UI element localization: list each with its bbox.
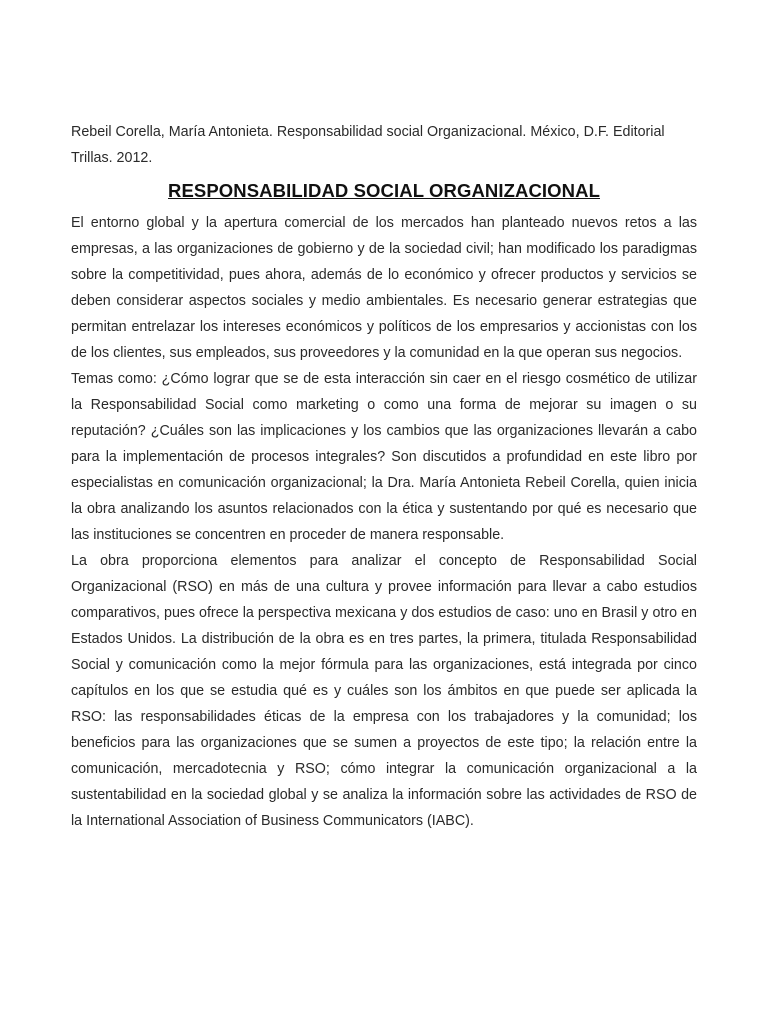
citation: Rebeil Corella, María Antonieta. Responsabilidad social Organizacional. México, D.F. Editorial Trillas. 2012.: [71, 124, 665, 166]
document-title: RESPONSABILIDAD SOCIAL ORGANIZACIONAL: [168, 180, 600, 201]
paragraph-3: La obra proporciona elementos para analizar el concepto de Responsabilidad Social Organizacional (RSO) en más de una cultura y provee información para llevar a cabo estudios comparativos, pues ofrece la perspectiva mexicana y dos estudios de caso: uno en Brasil y otro en Estados Unidos. La distribución de la obra es en tres partes, la primera, titulada Responsabilidad Social y comunicación como la mejor fórmula para las organizaciones, está integrada por cinco capítulos en los que se estudia qué es y cuáles son los ámbitos en que puede ser aplicada la RSO: las responsabilidades éticas de la empresa con los trabajadores y la comunidad; los beneficios para las organizaciones que se sumen a proyectos de este tipo; la relación entre la comunicación, mercadotecnia y RSO; cómo integrar la comunicación organizacional a la sustentabilidad en la sociedad global y se analiza la información sobre las actividades de RSO de la International Association of Business Communicators (IABC).: [71, 553, 697, 829]
paragraph-1: El entorno global y la apertura comercial de los mercados han planteado nuevos retos a las empresas, a las organizaciones de gobierno y de la sociedad civil; han modificado los paradigmas sobre la competitividad, pues ahora, además de lo económico y ofrecer productos y servicios se deben considerar aspectos sociales y medio ambientales. Es necesario generar estrategias que permitan entrelazar los intereses económicos y políticos de los empresarios y accionistas con los de los clientes, sus empleados, sus proveedores y la comunidad en la que operan sus negocios.: [71, 215, 697, 361]
paragraph-2: Temas como: ¿Cómo lograr que se de esta interacción sin caer en el riesgo cosmético de utilizar la Responsabilidad Social como marketing o como una forma de mejorar su imagen o su reputación? ¿Cuáles son las implicaciones y los cambios que las organizaciones llevarán a cabo para la implementación de procesos integrales? Son discutidos a profundidad en este libro por especialistas en comunicación organizacional; la Dra. María Antonieta Rebeil Corella, quien inicia la obra analizando los asuntos relacionados con la ética y sustentando por qué es necesario que las instituciones se concentren en proceder de manera responsable.: [71, 371, 697, 543]
document-page: [71, 119, 697, 834]
